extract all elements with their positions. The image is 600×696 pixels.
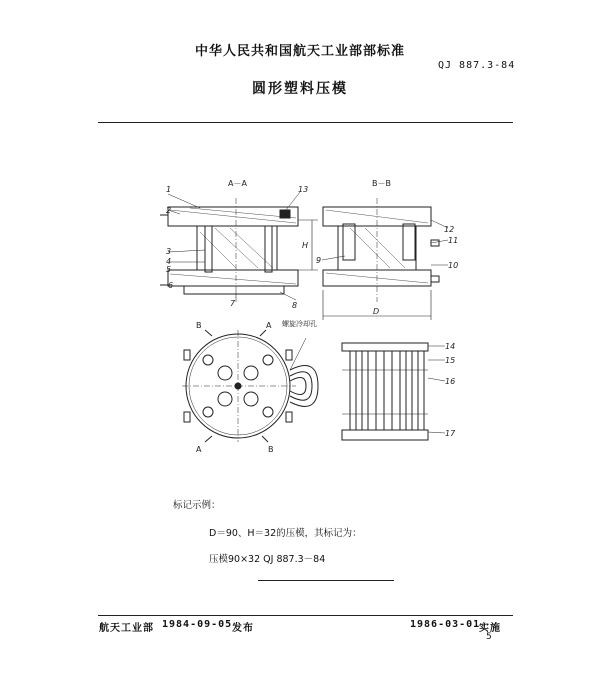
callout-7: 7 bbox=[230, 299, 236, 308]
callout-9: 9 bbox=[316, 256, 322, 265]
callout-4: 4 bbox=[166, 257, 172, 266]
section-bb-label: B－B bbox=[372, 179, 391, 188]
issuer: 航天工业部 bbox=[99, 623, 154, 634]
callout-8: 8 bbox=[292, 301, 298, 310]
view-label-a1: A bbox=[266, 321, 272, 330]
callout-12: 12 bbox=[444, 225, 455, 234]
example-heading: 标记示例： bbox=[173, 500, 221, 511]
callout-15: 15 bbox=[445, 356, 456, 365]
effective-date: 1986-03-01 bbox=[410, 619, 481, 630]
callout-1: 1 bbox=[166, 185, 172, 194]
callout-11: 11 bbox=[448, 236, 459, 245]
organization-header: 中华人民共和国航天工业部部标准 bbox=[194, 44, 405, 59]
callout-14: 14 bbox=[445, 342, 456, 351]
example-description: D＝90、H＝32的压模，其标记为： bbox=[209, 528, 362, 539]
section-aa-view bbox=[160, 198, 318, 302]
header-rule bbox=[98, 122, 513, 123]
issue-date: 1984-09-05 bbox=[162, 619, 233, 630]
view-label-b2: B bbox=[268, 445, 274, 454]
callout-6: 6 bbox=[168, 281, 174, 290]
standard-code: QJ 887.3-84 bbox=[438, 60, 516, 71]
cooling-note: 螺旋冷却孔 bbox=[282, 320, 317, 328]
issue-label: 发布 bbox=[232, 623, 254, 634]
plan-view bbox=[182, 330, 318, 442]
mold-drawing bbox=[0, 170, 600, 470]
callout-16: 16 bbox=[445, 377, 456, 386]
side-view bbox=[342, 343, 428, 440]
section-bb-view bbox=[323, 198, 439, 320]
example-marking: 压模90×32 QJ 887.3－84 bbox=[209, 554, 326, 565]
callout-17: 17 bbox=[445, 429, 456, 438]
callout-13: 13 bbox=[298, 185, 309, 194]
view-label-b1: B bbox=[196, 321, 202, 330]
callout-3: 3 bbox=[166, 247, 172, 256]
effective-label: 实施 bbox=[479, 623, 501, 634]
view-label-a2: A bbox=[196, 445, 202, 454]
document-title: 圆形塑料压模 bbox=[252, 81, 348, 97]
footer-rule bbox=[98, 615, 513, 616]
page-number: 5 bbox=[486, 632, 492, 642]
dimension-h: H bbox=[302, 241, 309, 250]
end-rule bbox=[258, 580, 394, 581]
callout-10: 10 bbox=[448, 261, 459, 270]
section-aa-label: A－A bbox=[228, 179, 247, 188]
dimension-d: D bbox=[373, 307, 380, 316]
callout-2: 2 bbox=[166, 206, 172, 215]
callout-5: 5 bbox=[166, 265, 172, 274]
